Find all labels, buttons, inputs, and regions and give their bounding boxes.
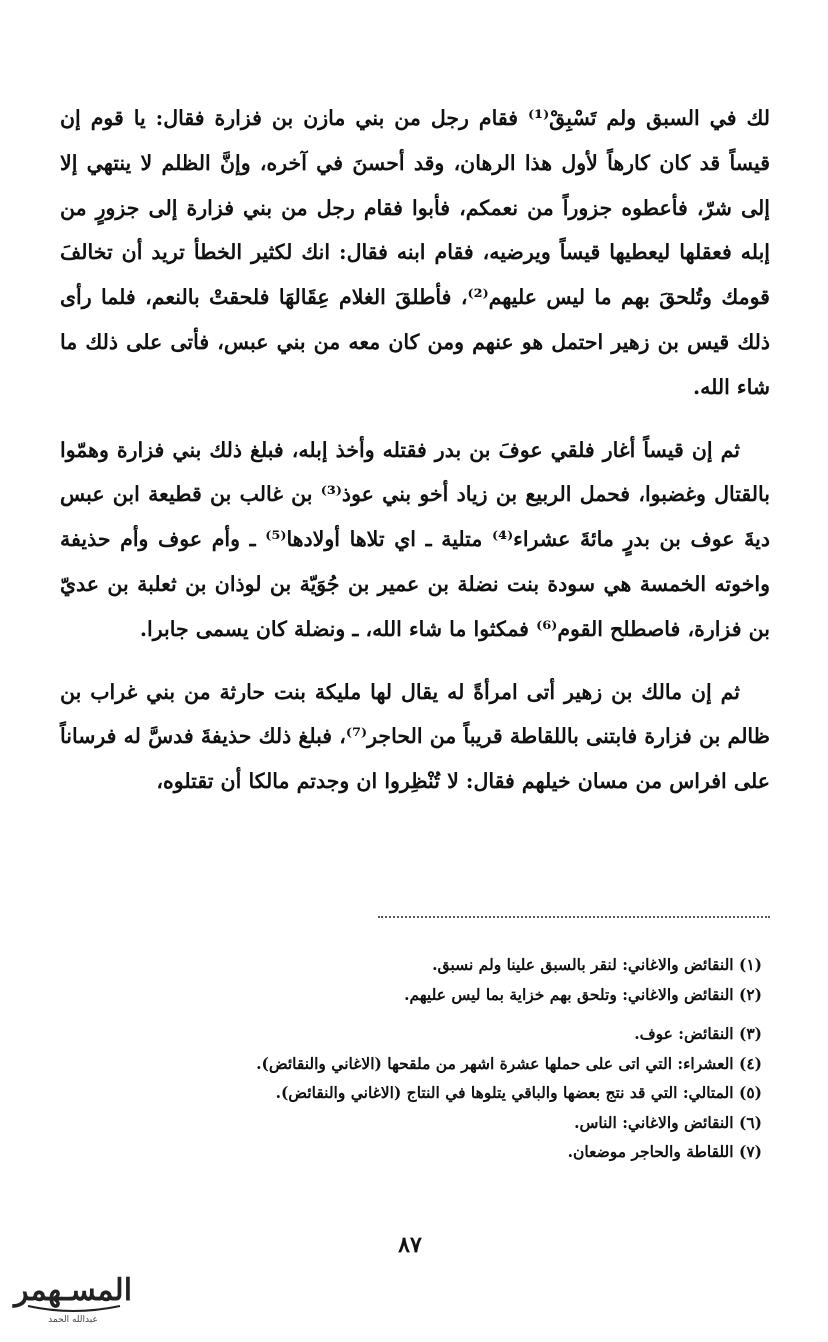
footnote-2: (٢) النقائض والاغاني: وتلحق بهم خزاية بما ليس عليهم. <box>404 984 762 1004</box>
footnote-5: (٥) المتالي: التي قد نتج بعضها والباقي يتلوها في النتاج (الاغاني والنقائض). <box>275 1083 762 1102</box>
footnote-separator <box>378 916 770 918</box>
seal-main-text: المسـهمر <box>13 1273 133 1308</box>
footnote-1: (١) النقائض والاغاني: لنقر بالسبق علينا ولم نسبق. <box>432 955 762 974</box>
paragraph-3: ثم إن مالك بن زهير أتى امرأةً له يقال لها مليكة بنت حارثة من بني غراب بن ظالم بن فزارة فابتنى باللقاطة قريباً من الحاجر⁽⁷⁾، فبلغ ذلك حذيفةَ فدسَّ له فرساناً على افراس من مسان خيلهم فقال: لا تُنْظِروا ان وجدتم مالكا أن تقتلوه، <box>60 679 770 794</box>
paragraph-1: لك في السبق ولم تَسْبِقْ⁽¹⁾ فقام رجل من بني مازن بن فزارة فقال: يا قوم إن قيساً قد كان كارهاً لأول هذا الرهان، وقد أحسنَ في آخره، وإنَّ الظلم لا ينتهي إلا إلى شرّ، فأعطوه جزوراً من نعمكم، فأبوا فقام رجل من بني فزارة إلى جزورٍ من إبله فعقلها ليعطيها قيساً ويرضيه، فقام ابنه فقال: انك لكثير الخطأ تريد أن تخالفَ قومك وتُلحقَ بهم ما ليس عليهم⁽²⁾، فأطلقَ الغلام عِقَالهَا فلحقتْ بالنعم، فلما رأى ذلك قيس بن زهير احتمل هو عنهم ومن كان معه من بني عبس، فأتى على ذلك ما شاء الله. <box>60 106 771 399</box>
page-number: ٨٧ <box>398 1232 422 1258</box>
footnote-7: (٧) اللقاطة والحاجر موضعان. <box>567 1142 762 1161</box>
footnote-4: (٤) العشراء: التي اتى على حملها عشرة اشهر من ملقحها (الاغاني والنقائض). <box>256 1053 762 1073</box>
paragraph-2: ثم إن قيساً أغار فلقي عوفَ بن بدر فقتله وأخذ إبله، فبلغ ذلك بني فزارة وهمّوا بالقتال وغضبوا، فحمل الربيع بن زياد أخو بني عوذ⁽³⁾ بن غالب بن قطيعة ابن عبس ديةَ عوف بن بدرٍ مائةَ عشراء⁽⁴⁾ متلية ـ اي تلاها أولادها⁽⁵⁾ ـ وأم عوف وأم حذيفة واخوته الخمسة هي سودة بنت نضلة بن عمير بن جُوَيّة بن لوذان بن ثعلبة بن عديّ بن فزارة، فاصطلح القوم⁽⁶⁾ فمكثوا ما شاء الله، ـ ونضلة كان يسمى جابرا. <box>60 437 770 641</box>
library-seal-logo <box>10 1262 136 1328</box>
seal-icon <box>10 1262 136 1328</box>
main-text <box>60 96 770 804</box>
seal-small-text: عبدالله الحمد <box>48 1315 98 1325</box>
footnote-3: (٣) النقائض: عوف. <box>634 1024 762 1043</box>
footnotes <box>100 950 762 1167</box>
footnote-6: (٦) النقائض والاغاني: الناس. <box>574 1112 762 1132</box>
